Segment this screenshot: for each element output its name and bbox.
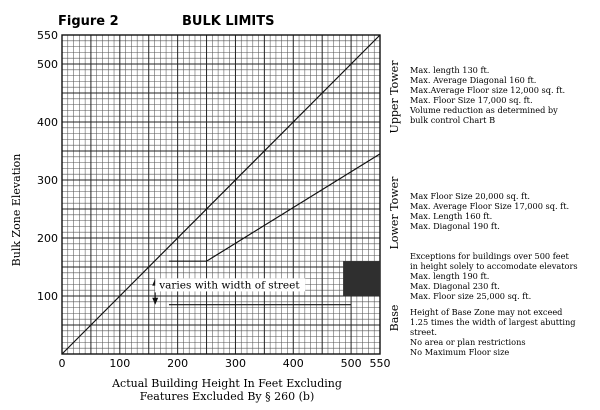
diagonal-limit-line bbox=[62, 35, 380, 354]
upper-note: Max. Average Diagonal 160 ft. bbox=[410, 75, 537, 85]
exception-note: Max. Floor size 25,000 sq. ft. bbox=[410, 291, 532, 301]
y-tick-label: 400 bbox=[37, 116, 58, 129]
x-tick-label: 100 bbox=[109, 357, 131, 370]
y-tick-labels bbox=[37, 29, 58, 303]
base-note: No area or plan restrictions bbox=[410, 337, 526, 347]
base-note: Height of Base Zone may not exceed bbox=[410, 307, 563, 317]
zone-label-base: Base bbox=[388, 304, 401, 332]
upper-note: Max. length 130 ft. bbox=[410, 65, 490, 75]
upper-note: Max.Average Floor size 12,000 sq. ft. bbox=[410, 85, 566, 95]
exception-note: Max. Diagonal 230 ft. bbox=[410, 281, 500, 291]
exception-note: in height solely to accomodate elevators bbox=[410, 261, 578, 271]
x-tick-label: 0 bbox=[58, 357, 66, 370]
x-tick-label: 400 bbox=[282, 357, 304, 370]
figure-label: Figure 2 bbox=[58, 14, 119, 29]
zone-label-upper-tower: Upper Tower bbox=[388, 60, 401, 134]
base-notes bbox=[410, 307, 575, 357]
upper-note: Max. Floor Size 17,000 sq. ft. bbox=[410, 95, 533, 105]
y-tick-label: 300 bbox=[37, 174, 58, 187]
y-tick-label: 200 bbox=[37, 232, 58, 245]
elevator-exception-zone bbox=[343, 261, 380, 296]
lower-note: Max Floor Size 20,000 sq. ft. bbox=[410, 191, 530, 201]
base-note: No Maximum Floor size bbox=[410, 347, 510, 357]
exception-note: Exceptions for buildings over 500 feet bbox=[410, 251, 569, 261]
x-axis-label-line-1: Actual Building Height In Feet Excluding bbox=[112, 377, 342, 390]
annotation-text: varies with width of street bbox=[159, 279, 300, 292]
base-note: street. bbox=[410, 327, 437, 337]
lower-note: Max. Diagonal 190 ft. bbox=[410, 221, 500, 231]
annotation-arrowhead-down bbox=[152, 298, 158, 305]
base-note: 1.25 times the width of largest abutting bbox=[410, 317, 576, 327]
upper-note: bulk control Chart B bbox=[410, 115, 496, 125]
exception-notes bbox=[410, 251, 578, 301]
y-tick-label: 550 bbox=[37, 29, 58, 42]
street-width-annotation bbox=[152, 278, 305, 304]
x-axis-label-line-2: Features Excluded By § 260 (b) bbox=[139, 390, 315, 403]
chart-title: BULK LIMITS bbox=[182, 14, 275, 29]
zone-label-lower-tower: Lower Tower bbox=[388, 176, 401, 250]
lower-tower-notes bbox=[410, 191, 569, 231]
exception-note: Max. length 190 ft. bbox=[410, 271, 490, 281]
upper-note: Volume reduction as determined by bbox=[410, 105, 558, 115]
upper-tower-notes bbox=[409, 65, 565, 125]
x-tick-label: 200 bbox=[167, 357, 189, 370]
x-tick-label: 500 bbox=[340, 357, 362, 370]
x-tick-label: 300 bbox=[224, 357, 246, 370]
x-tick-labels bbox=[59, 357, 391, 370]
lower-note: Max. Length 160 ft. bbox=[410, 211, 493, 221]
y-tick-label: 100 bbox=[37, 290, 58, 303]
lower-note: Max. Average Floor Size 17,000 sq. ft. bbox=[410, 201, 570, 211]
y-axis-label: Bulk Zone Elevation bbox=[10, 153, 23, 267]
y-tick-label: 500 bbox=[37, 58, 58, 71]
x-tick-label: 550 bbox=[369, 357, 391, 370]
